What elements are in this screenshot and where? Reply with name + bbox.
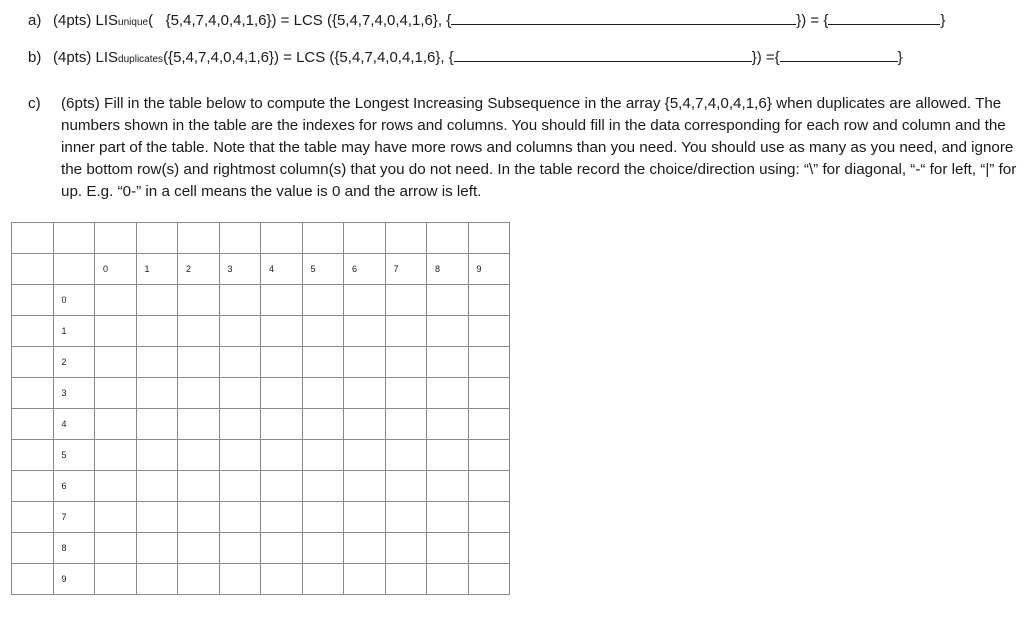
table-row [12,564,510,595]
table-cell[interactable] [261,316,303,347]
table-cell[interactable] [12,409,54,440]
table-row [12,347,510,378]
table-cell[interactable] [344,223,386,254]
question-a-label: a) [28,12,42,29]
table-cell[interactable] [178,409,220,440]
question-a-expression: {5,4,7,4,0,4,1,6}) = LCS ({5,4,7,4,0,4,1,6}, { [165,12,452,29]
row-index-1-label: 1 [61,326,67,336]
row-index-6 [53,471,95,502]
column-index-8 [427,254,469,285]
table-cell[interactable] [178,223,220,254]
table-cell[interactable] [344,316,386,347]
table-row [12,223,510,254]
table-cell[interactable] [95,502,137,533]
table-cell[interactable] [136,471,178,502]
table-cell[interactable] [427,409,469,440]
question-a-open: ( [148,12,158,29]
table-cell[interactable] [344,285,386,316]
table-cell[interactable] [12,440,54,471]
column-index-3 [219,254,261,285]
question-a [28,11,945,32]
question-a-end: } [940,12,946,29]
table-cell[interactable] [219,409,261,440]
table-cell[interactable] [302,440,344,471]
table-cell[interactable] [95,223,137,254]
table-cell[interactable] [136,378,178,409]
table-cell[interactable] [385,285,427,316]
row-index-3 [53,378,95,409]
table-cell[interactable] [385,347,427,378]
column-index-7 [385,254,427,285]
table-cell[interactable] [178,502,220,533]
table-cell[interactable] [136,223,178,254]
table-cell[interactable] [95,347,137,378]
table-cell[interactable] [12,347,54,378]
table-cell[interactable] [427,471,469,502]
column-index-1-label: 1 [144,264,150,274]
table-cell[interactable] [178,440,220,471]
table-cell[interactable] [95,409,137,440]
table-cell[interactable] [468,347,510,378]
table-cell[interactable] [12,533,54,564]
table-cell[interactable] [136,285,178,316]
table-cell[interactable] [12,502,54,533]
column-index-4-label: 4 [269,264,275,274]
table-cell[interactable] [385,502,427,533]
table-cell[interactable] [302,316,344,347]
table-cell[interactable] [344,378,386,409]
table-cell[interactable] [468,502,510,533]
table-cell[interactable] [261,347,303,378]
table-row [12,409,510,440]
table-cell[interactable] [219,223,261,254]
table-cell[interactable] [219,316,261,347]
answer-b-result-blank[interactable] [780,48,898,62]
table-cell[interactable] [136,440,178,471]
table-cell[interactable] [219,440,261,471]
table-cell[interactable] [261,533,303,564]
table-cell[interactable] [427,564,469,595]
row-index-2 [53,347,95,378]
question-b-points: (4pts) LIS [53,49,119,66]
lis-table [11,222,510,595]
column-index-2 [178,254,220,285]
table-cell[interactable] [468,533,510,564]
table-cell[interactable] [468,316,510,347]
table-cell[interactable] [12,564,54,595]
question-a-mid: }) = { [796,12,829,29]
table-cell[interactable] [302,409,344,440]
table-cell[interactable] [219,378,261,409]
table-cell[interactable] [427,285,469,316]
row-index-0 [53,285,95,316]
table-cell[interactable] [178,564,220,595]
table-cell[interactable] [95,533,137,564]
table-cell[interactable] [219,285,261,316]
table-cell[interactable] [53,223,95,254]
row-index-5-label: 5 [61,450,67,460]
table-cell[interactable] [344,347,386,378]
column-index-9 [468,254,510,285]
row-index-9 [53,564,95,595]
table-cell[interactable] [344,440,386,471]
table-cell[interactable] [136,533,178,564]
table-cell[interactable] [136,564,178,595]
table-cell[interactable] [136,409,178,440]
row-index-9-label: 9 [61,574,67,584]
table-cell[interactable] [468,564,510,595]
table-cell[interactable] [12,378,54,409]
table-cell[interactable] [136,347,178,378]
row-index-4 [53,409,95,440]
column-index-5-label: 5 [310,264,316,274]
table-cell[interactable] [12,471,54,502]
table-cell[interactable] [178,347,220,378]
question-b [28,48,903,69]
table-cell[interactable] [302,285,344,316]
table-cell[interactable] [12,285,54,316]
table-cell[interactable] [95,378,137,409]
table-cell[interactable] [261,409,303,440]
table-cell[interactable] [178,471,220,502]
table-cell[interactable] [219,533,261,564]
question-c-text: (6pts) Fill in the table below to compute the Longest Increasing Subsequence in the array {5,4,7,4,0,4,1,6} when duplicates are allowed. The numbers shown in the table are the indexes for rows and columns. You should fill in the data corresponding for each row and column and the inner part of the table. Note that the table may have more rows and columns than you need. You should use as many as you need, and ignore the bottom row(s) and rightmost column(s) that you do not need. In the table record the choice/direction using: “\” for diagonal, “-“ for left, “|” for up. E.g. “0-” in a cell means the value is 0 and the arrow is left. [61,95,1017,200]
column-index-2-label: 2 [186,264,192,274]
table-row [12,285,510,316]
row-index-1 [53,316,95,347]
row-index-8-label: 8 [61,543,67,553]
table-cell[interactable] [427,223,469,254]
table-cell[interactable] [302,378,344,409]
question-b-end: } [897,49,903,66]
column-index-6-label: 6 [352,264,358,274]
table-row [12,502,510,533]
table-cell[interactable] [302,347,344,378]
column-index-8-label: 8 [435,264,441,274]
question-a-points: (4pts) LIS [53,12,119,29]
table-cell[interactable] [385,409,427,440]
table-cell[interactable] [468,223,510,254]
question-b-label: b) [28,49,42,66]
table-cell[interactable] [219,564,261,595]
table-cell[interactable] [95,564,137,595]
table-cell[interactable] [12,316,54,347]
table-cell[interactable] [178,285,220,316]
table-header-row [12,254,510,285]
table-cell[interactable] [261,223,303,254]
table-cell[interactable] [385,316,427,347]
table-cell[interactable] [302,533,344,564]
table-cell[interactable] [385,440,427,471]
table-cell[interactable] [468,471,510,502]
table-cell[interactable] [427,533,469,564]
question-c-label: c) [28,95,41,112]
table-cell[interactable] [344,533,386,564]
table-cell[interactable] [427,502,469,533]
table-cell[interactable] [385,471,427,502]
table-row [12,471,510,502]
column-index-0 [95,254,137,285]
column-index-1 [136,254,178,285]
table-cell[interactable] [53,254,95,285]
table-cell[interactable] [344,564,386,595]
table-cell[interactable] [95,440,137,471]
row-index-6-label: 6 [61,481,67,491]
table-cell[interactable] [427,440,469,471]
table-cell[interactable] [427,347,469,378]
column-index-0-label: 0 [103,264,109,274]
row-index-2-label: 2 [61,357,67,367]
table-cell[interactable] [302,564,344,595]
table-cell[interactable] [468,440,510,471]
table-cell[interactable] [302,471,344,502]
row-index-3-label: 3 [61,388,67,398]
table-row [12,440,510,471]
table-cell[interactable] [261,502,303,533]
question-b-expression: ({5,4,7,4,0,4,1,6}) = LCS ({5,4,7,4,0,4,1,6}, { [163,49,454,66]
question-b-mid: }) ={ [751,49,780,66]
row-index-8 [53,533,95,564]
question-c [28,93,1018,203]
table-cell[interactable] [136,502,178,533]
table-row [12,533,510,564]
row-index-7 [53,502,95,533]
table-cell[interactable] [468,378,510,409]
row-index-7-label: 7 [61,512,67,522]
column-index-6 [344,254,386,285]
table-cell[interactable] [178,533,220,564]
table-cell[interactable] [12,254,54,285]
table-cell[interactable] [344,409,386,440]
column-index-5 [302,254,344,285]
answer-b-sequence-blank[interactable] [454,48,752,62]
table-cell[interactable] [468,285,510,316]
table-cell[interactable] [219,347,261,378]
table-cell[interactable] [136,316,178,347]
answer-a-result-blank[interactable] [828,11,940,25]
table-cell[interactable] [261,440,303,471]
column-index-9-label: 9 [476,264,482,274]
table-cell[interactable] [219,502,261,533]
table-cell[interactable] [261,564,303,595]
answer-a-sequence-blank[interactable] [451,11,796,25]
table-cell[interactable] [427,316,469,347]
row-index-4-label: 4 [61,419,67,429]
table-cell[interactable] [385,533,427,564]
table-cell[interactable] [261,285,303,316]
column-index-4 [261,254,303,285]
table-row [12,378,510,409]
table-cell[interactable] [302,223,344,254]
row-index-5 [53,440,95,471]
question-b-subscript: duplicates [118,54,164,65]
table-cell[interactable] [95,471,137,502]
row-index-0-label: 0 [61,295,67,305]
table-cell[interactable] [261,471,303,502]
table-row [12,316,510,347]
table-cell[interactable] [302,502,344,533]
table-cell[interactable] [95,316,137,347]
table-cell[interactable] [468,409,510,440]
table-cell[interactable] [385,378,427,409]
table-cell[interactable] [95,285,137,316]
table-cell[interactable] [385,223,427,254]
table-cell[interactable] [178,378,220,409]
table-cell[interactable] [178,316,220,347]
table-cell[interactable] [385,564,427,595]
question-a-subscript: unique [118,17,149,28]
table-cell[interactable] [12,223,54,254]
table-cell[interactable] [427,378,469,409]
table-cell[interactable] [344,502,386,533]
column-index-3-label: 3 [227,264,233,274]
column-index-7-label: 7 [393,264,399,274]
table-cell[interactable] [344,471,386,502]
table-cell[interactable] [219,471,261,502]
table-cell[interactable] [261,378,303,409]
